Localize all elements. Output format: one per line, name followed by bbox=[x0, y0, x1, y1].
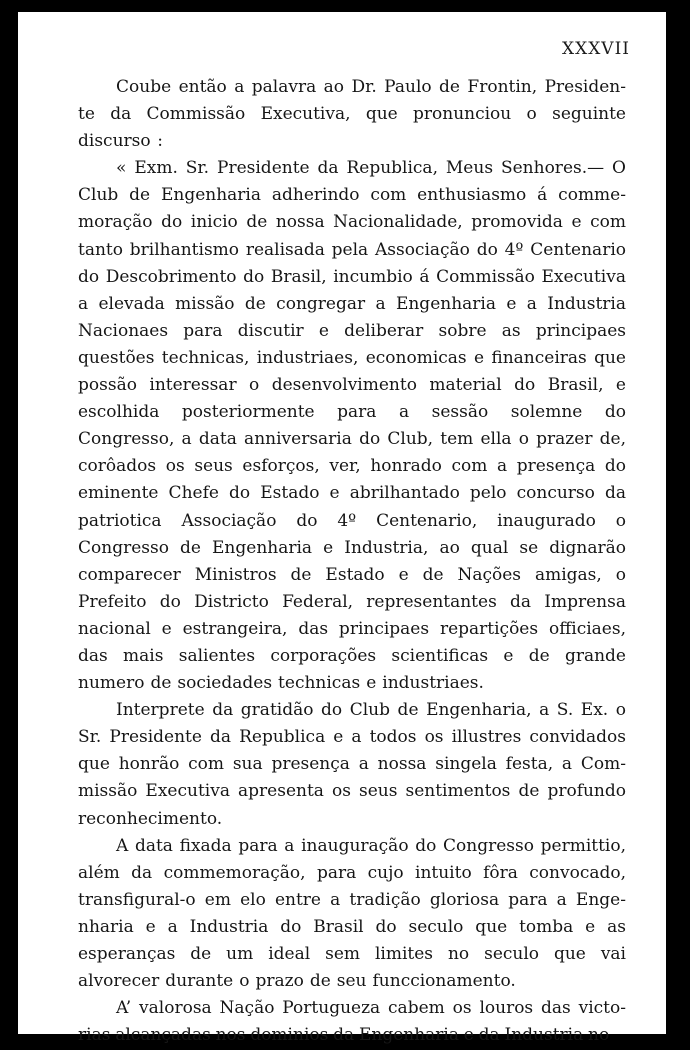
body-text bbox=[78, 74, 626, 1049]
paragraph-portuguese-nation: A’ valorosa Nação Portugueza cabem os louros das victorias alcançadas nos dominios da Engenharia e da Industria no bbox=[78, 998, 626, 1046]
paragraph-intro: Coube então a palavra ao Dr. Paulo de Frontin, Presidente da Commissão Executiva, que pronunciou o seguinte discurso : bbox=[78, 77, 626, 152]
paragraph-speech-opening: « Exm. Sr. Presidente da Republica, Meus Senhores.— O Club de Engenharia adherindo com enthusiasmo á commemoração do inicio de nossa Nacionalidade, promovida e com tanto brilhantismo realisada pela Associação do 4º Centenario do Descobrimento do Brasil, incumbio á Commissão Executiva a elevada missão de congregar a Engenharia e a Industria Nacionaes para discutir e deliberar sobre as principaes questões technicas, industriaes, economicas e financeiras que possão interessar o desenvolvimento material do Brasil, e escolhida posteriormente para a sessão solemne do Congresso, a data anniversaria do Club, tem ella o prazer de, corôados os seus esforços, ver, honrado com a presença do eminente Chefe do Estado e abrilhantado pelo concurso da patriotica Associação do 4º Centenario, inaugurado o Congresso de Engenharia e Industria, ao qual se dignarão comparecer Ministros de Estado e de Nações amigas, o Prefeito do Districto Federal, representantes da Imprensa nacional e estrangeira, das principaes repartições officiaes, das mais salientes corporações scientificas e de grande numero de sociedades technicas e industriaes. bbox=[78, 158, 626, 694]
page-number: XXXVII bbox=[561, 39, 630, 59]
paragraph-gratitude: Interprete da gratidão do Club de Engenharia, a S. Ex. o Sr. Presidente da Republica e a todos os illustres convidados que honrão com sua presença a nossa singela festa, a Commissão Executiva apresenta os seus sentimentos de profundo reconhecimento. bbox=[78, 700, 626, 829]
book-page bbox=[18, 12, 666, 1046]
paragraph-inauguration-date: A data fixada para a inauguração do Congresso permittio, além da commemoração, para cujo intuito fôra convocado, transfigural-o em elo entre a tradição gloriosa para a Engenharia e a Industria do Brasil do seculo que tomba e as esperanças de um ideal sem limites no seculo que vai alvorecer durante o prazo de seu funccionamento. bbox=[78, 835, 626, 992]
